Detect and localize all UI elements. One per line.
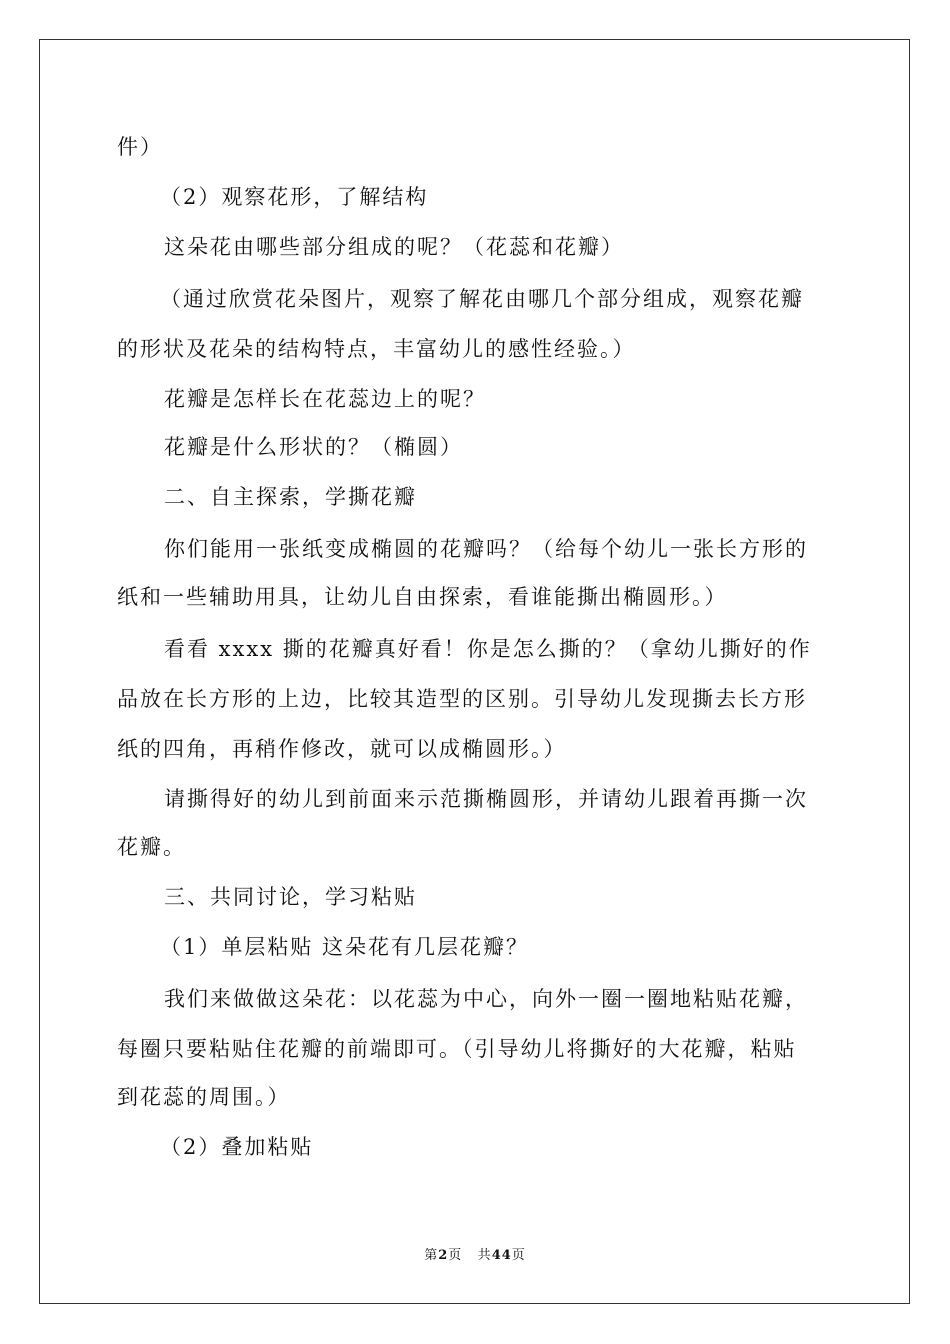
text-line: （通过欣赏花朵图片，观察了解花由哪几个部分组成，观察花瓣 bbox=[160, 287, 804, 311]
page-footer bbox=[0, 1247, 950, 1265]
page-prefix: 第 bbox=[424, 1248, 439, 1263]
text-line: 纸的四角，再稍作修改，就可以成椭圆形。） bbox=[117, 737, 567, 761]
page-suffix: 页 bbox=[448, 1248, 463, 1263]
text-line: 请撕得好的幼儿到前面来示范撕椭圆形，并请幼儿跟着再撕一次 bbox=[164, 787, 808, 811]
page-number: 2 bbox=[438, 1248, 449, 1263]
text-line: 看看 xxxx 撕的花瓣真好看！你是怎么撕的？（拿幼儿撕好的作 bbox=[164, 637, 812, 661]
text-line: 我们来做做这朵花：以花蕊为中心，向外一圈一圈地粘贴花瓣， bbox=[164, 987, 808, 1011]
section-heading: （1）单层粘贴 这朵花有几层花瓣？ bbox=[160, 935, 530, 959]
text-line: 品放在长方形的上边，比较其造型的区别。引导幼儿发现撕去长方形 bbox=[117, 687, 807, 711]
section-heading: 三、共同讨论，学习粘贴 bbox=[164, 885, 417, 909]
section-heading: （2）观察花形，了解结构 bbox=[160, 185, 429, 209]
total-pages: 44 bbox=[491, 1248, 512, 1263]
text-line: 纸和一些辅助用具，让幼儿自由探索，看谁能撕出椭圆形。） bbox=[117, 585, 728, 609]
section-heading: 二、自主探索，学撕花瓣 bbox=[164, 485, 417, 509]
total-prefix: 共 bbox=[477, 1248, 492, 1263]
text-line: 的形状及花朵的结构特点，丰富幼儿的感性经验。） bbox=[117, 337, 636, 361]
text-line: 这朵花由哪些部分组成的呢？（花蕊和花瓣） bbox=[164, 235, 624, 259]
text-line: 件） bbox=[117, 135, 163, 159]
text-line: 你们能用一张纸变成椭圆的花瓣吗？（给每个幼儿一张长方形的 bbox=[164, 537, 808, 561]
text-line: 花瓣是怎样长在花蕊边上的呢？ bbox=[164, 387, 486, 411]
page-border bbox=[39, 39, 910, 1304]
text-line: 花瓣。 bbox=[117, 835, 186, 859]
section-heading: （2）叠加粘贴 bbox=[160, 1135, 314, 1159]
text-line: 每圈只要粘贴住花瓣的前端即可。（引导幼儿将撕好的大花瓣，粘贴 bbox=[117, 1037, 797, 1061]
text-line: 花瓣是什么形状的？（椭圆） bbox=[164, 435, 463, 459]
total-suffix: 页 bbox=[511, 1248, 526, 1263]
text-line: 到花蕊的周围。） bbox=[117, 1085, 291, 1109]
